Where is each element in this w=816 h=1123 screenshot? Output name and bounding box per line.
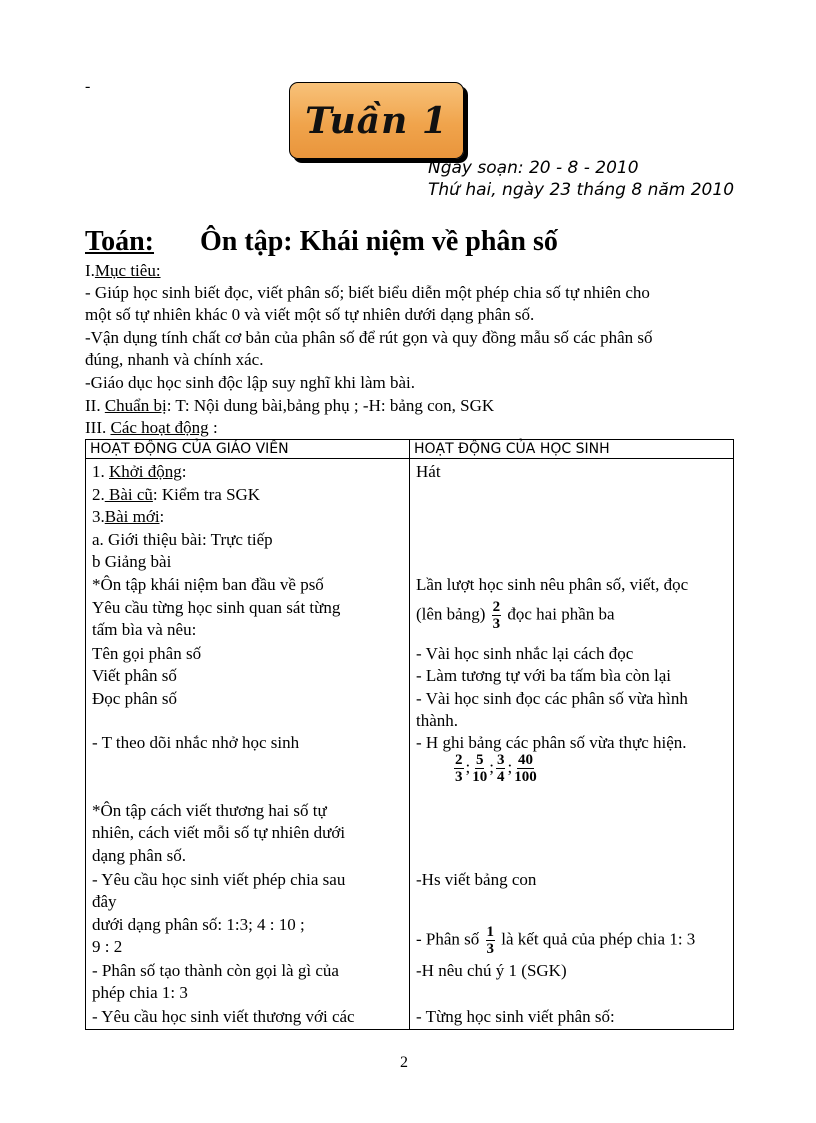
teacher-line: *Ôn tập cách viết thương hai số tự bbox=[92, 801, 327, 820]
student-column-header: HOẠT ĐỘNG CỦA HỌC SINH bbox=[410, 440, 734, 459]
teacher-line: Tên gọi phân số bbox=[92, 644, 202, 663]
preparation-line: II. Chuẩn bị: T: Nội dung bài,bảng phụ ; -H: bảng con, SGK bbox=[85, 396, 495, 415]
page-title bbox=[85, 226, 558, 258]
warmup-line: 1. Khởi động: bbox=[92, 462, 187, 481]
objective-line: một số tự nhiên khác 0 và viết một số tự nhiên dưới dạng phân số. bbox=[85, 305, 535, 324]
teacher-line: Yêu cầu từng học sinh quan sát từng bbox=[92, 598, 341, 617]
teacher-line: b Giảng bài bbox=[92, 552, 172, 571]
lesson-topic: Ôn tập: Khái niệm về phân số bbox=[200, 226, 558, 257]
teacher-line: nhiên, cách viết mỗi số tự nhiên dưới bbox=[92, 823, 346, 842]
student-line: thành. bbox=[416, 711, 459, 730]
student-line: - H ghi bảng các phân số vừa thực hiện. bbox=[416, 733, 687, 752]
teaching-date: Thứ hai, ngày 23 tháng 8 năm 2010 bbox=[428, 180, 735, 200]
fraction: $\frac{5}{10}$ bbox=[472, 752, 488, 785]
teacher-column-header: HOẠT ĐỘNG CỦA GIÁO VIÊN bbox=[86, 440, 410, 459]
teacher-line: *Ôn tập khái niệm ban đầu về psố bbox=[92, 575, 324, 594]
objective-line: đúng, nhanh và chính xác. bbox=[85, 350, 264, 369]
objectives-heading: I.Mục tiêu: bbox=[85, 261, 161, 280]
teacher-line: phép chia 1: 3 bbox=[92, 983, 188, 1002]
student-line: - Vài học sinh nhắc lại cách đọc bbox=[416, 644, 634, 663]
objective-line: - Giúp học sinh biết đọc, viết phân số; biết biểu diễn một phép chia số tự nhiên cho bbox=[85, 283, 650, 302]
teacher-line: - Phân số tạo thành còn gọi là gì của bbox=[92, 961, 339, 980]
student-activities bbox=[410, 459, 734, 1030]
teacher-activities bbox=[86, 459, 410, 1030]
fraction: $\frac{2}{3}$ bbox=[492, 599, 501, 632]
week-banner bbox=[289, 82, 464, 159]
week-banner-text: Tuần 1 bbox=[305, 99, 448, 142]
teacher-line: dưới dạng phân số: 1:3; 4 : 10 ; bbox=[92, 915, 305, 934]
student-line-with-fraction: (lên bảng) $\frac{2}{3}$ đọc hai phần ba bbox=[416, 599, 615, 632]
teacher-line: tấm bìa và nêu: bbox=[92, 620, 197, 639]
teacher-line: a. Giới thiệu bài: Trực tiếp bbox=[92, 530, 273, 549]
objective-line: -Giáo dục học sinh độc lập suy nghĩ khi làm bài. bbox=[85, 373, 416, 392]
fraction: $\frac{3}{4}$ bbox=[496, 752, 505, 785]
student-line-with-fraction: - Phân số $\frac{1}{3}$ là kết quả của phép chia 1: 3 bbox=[416, 924, 696, 957]
student-line: -Hs viết bảng con bbox=[416, 870, 537, 889]
table-row bbox=[86, 459, 734, 1030]
student-line: Lần lượt học sinh nêu phân số, viết, đọc bbox=[416, 575, 689, 594]
teacher-line: đây bbox=[92, 892, 117, 911]
activities-heading: III. Các hoạt động : bbox=[85, 418, 218, 437]
page-marker: - bbox=[85, 78, 91, 95]
student-line: - Vài học sinh đọc các phân số vừa hình bbox=[416, 689, 688, 708]
prepared-date: Ngày soạn: 20 - 8 - 2010 bbox=[428, 158, 639, 178]
teacher-line: - T theo dõi nhắc nhở học sinh bbox=[92, 733, 300, 752]
teacher-line: 9 : 2 bbox=[92, 937, 123, 956]
student-line: Hát bbox=[416, 462, 441, 481]
fraction: $\frac{1}{3}$ bbox=[486, 924, 495, 957]
table-header-row bbox=[86, 440, 734, 459]
teacher-line: - Yêu cầu học sinh viết phép chia sau bbox=[92, 870, 346, 889]
teacher-line: dạng phân số. bbox=[92, 846, 186, 865]
subject-label: Toán: bbox=[85, 226, 155, 257]
teacher-line: Viết phân số bbox=[92, 666, 177, 685]
teacher-line: Đọc phân số bbox=[92, 689, 177, 708]
new-lesson-line: 3.Bài mới: bbox=[92, 507, 165, 526]
fraction: $\frac{40}{100}$ bbox=[514, 752, 537, 785]
fraction-list: $\frac{2}{3}$ ; $\frac{5}{10}$ ; $\frac{3}{4}$ ; $\frac{40}{100}$ bbox=[455, 752, 537, 785]
objective-line: -Vận dụng tính chất cơ bản của phân số để rút gọn và quy đồng mẫu số các phân số bbox=[85, 328, 653, 347]
activities-table bbox=[85, 439, 734, 1030]
student-line: -H nêu chú ý 1 (SGK) bbox=[416, 961, 567, 980]
student-line: - Từng học sinh viết phân số: bbox=[416, 1007, 615, 1026]
old-lesson-line: 2. Bài cũ: Kiểm tra SGK bbox=[92, 485, 261, 504]
page-number: 2 bbox=[400, 1054, 408, 1071]
student-line: - Làm tương tự với ba tấm bìa còn lại bbox=[416, 666, 671, 685]
fraction: $\frac{2}{3}$ bbox=[455, 752, 463, 785]
teacher-line: - Yêu cầu học sinh viết thương với các bbox=[92, 1007, 355, 1026]
